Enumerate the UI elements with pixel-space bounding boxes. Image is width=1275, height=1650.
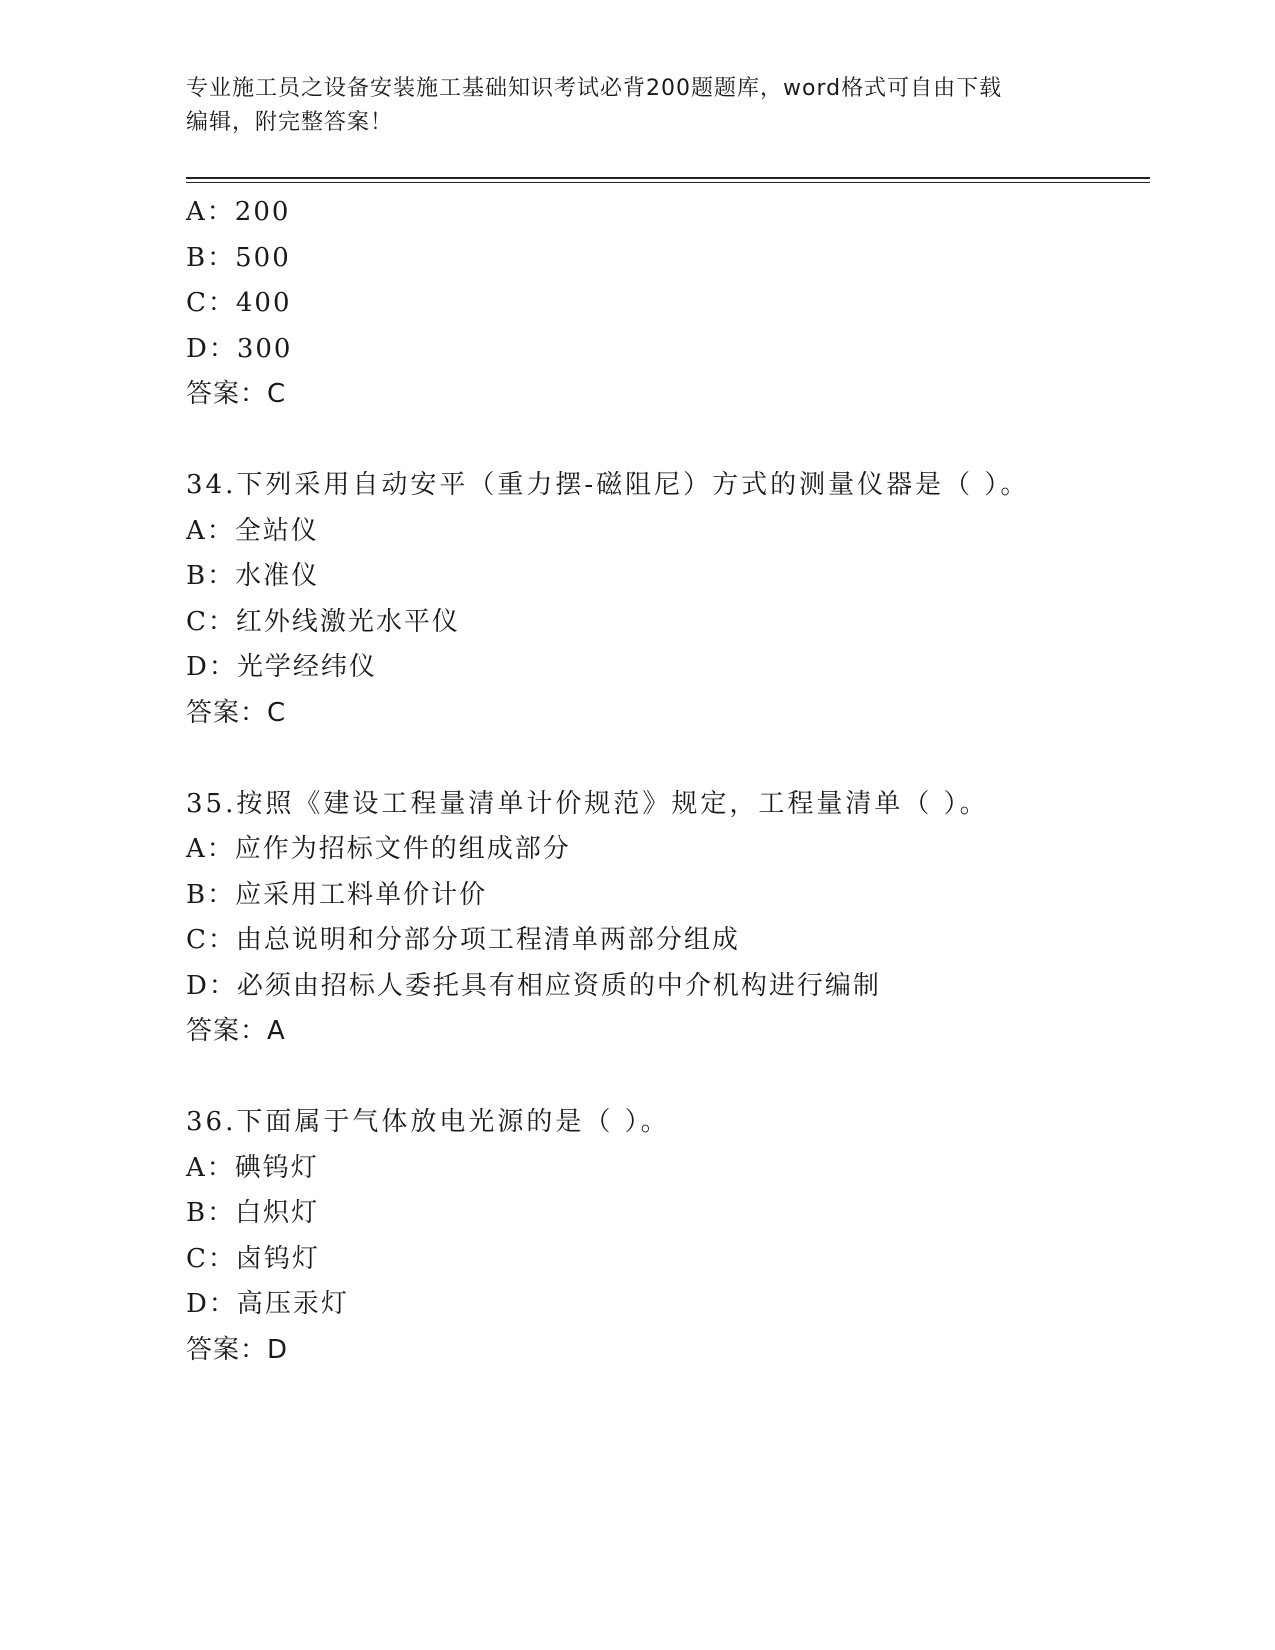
option-d: D：光学经纬仪 [186,652,377,682]
option-b: B：应采用工料单价计价 [186,879,488,910]
header-line-2: 编辑，附完整答案！ [186,110,394,135]
document-header [186,72,1086,140]
question-text: 35.按照《建设工程量清单计价规范》规定，工程量清单（ ）。 [186,788,989,819]
option-d: D：300 [186,333,293,364]
question-block-34 [186,463,1146,736]
option-c: C：红外线激光水平仪 [186,606,460,637]
option-a: A：全站仪 [186,515,319,546]
question-block-33 [186,190,1146,418]
option-a: A：应作为招标文件的组成部分 [186,834,571,864]
question-text: 34.下列采用自动安平（重力摆-磁阻尼）方式的测量仪器是（ ）。 [186,470,1030,500]
spacer [186,1055,1146,1101]
spacer [186,418,1146,464]
question-list [186,190,1146,1373]
header-divider-thick [186,177,1150,179]
question-text: 36.下面属于气体放电光源的是（ ）。 [186,1107,670,1137]
header-divider-thin [186,182,1150,183]
option-b: B：水准仪 [186,561,320,591]
option-c: C：卤钨灯 [186,1243,320,1274]
question-block-35 [186,782,1146,1055]
answer-line: 答案：C [186,379,287,409]
spacer [186,736,1146,782]
option-c: C：400 [186,288,292,318]
answer-line: 答案：D [186,1334,289,1365]
option-a: A：碘钨灯 [186,1152,319,1183]
option-c: C：由总说明和分部分项工程清单两部分组成 [186,925,740,955]
header-line-1: 专业施工员之设备安装施工基础知识考试必背200题题库，word格式可自由下载 [186,76,1003,101]
question-block-36 [186,1100,1146,1373]
option-d: D：高压汞灯 [186,1289,349,1319]
option-b: B：500 [186,242,291,273]
option-a: A：200 [186,197,291,227]
answer-line: 答案：A [186,1016,286,1046]
option-d: D：必须由招标人委托具有相应资质的中介机构进行编制 [186,970,881,1001]
option-b: B：白炽灯 [186,1198,320,1228]
answer-line: 答案：C [186,697,287,728]
